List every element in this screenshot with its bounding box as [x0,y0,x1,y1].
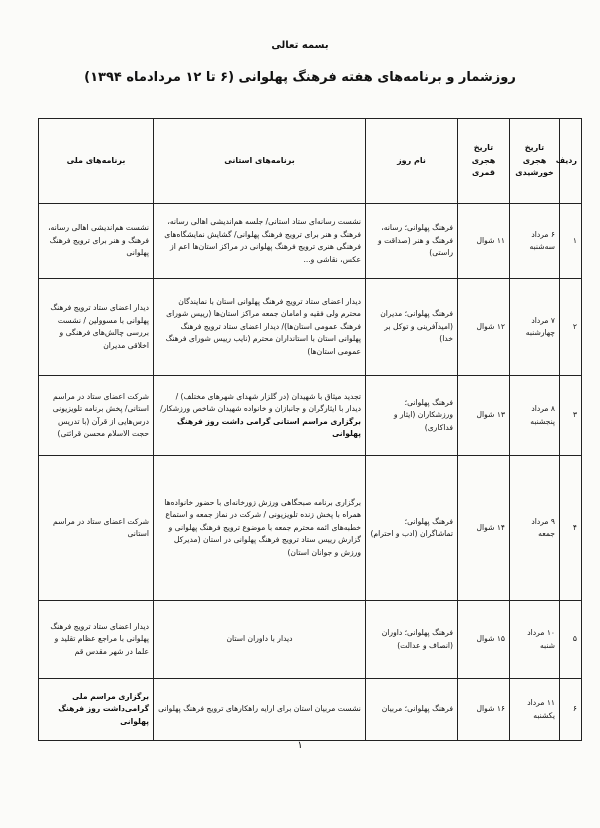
row-date [510,679,560,741]
row-provincial: دیدار اعضای ستاد ترویج فرهنگ پهلوانی استان با نمایندگان محترم ولی فقیه و امامان جمعه مراکز استان‌ها (رییس شورای فرهنگ عمومی استان‌ها)/ دیدار اعضای ستاد ترویج فرهنگ پهلوانی استان با استانداران محترم (نایب رییس شورای فرهنگ عمومی استان‌ها) [154,279,366,376]
row-provincial-text: تجدید میثاق با شهیدان (در گلزار شهدای شهرهای مختلف) / دیدار با ایثارگران و جانبازان و خانواده شهیدان شاخص ورزشکار/ [160,391,361,413]
row-provincial-bold: برگزاری مراسم استانی گرامی داشت روز فرهنگ پهلوانی [177,416,361,438]
table-row [39,204,582,279]
row-day-name: فرهنگ پهلوانی؛ تماشاگران (ادب و احترام) [366,456,458,601]
table-row [39,376,582,456]
row-date [510,279,560,376]
row-date [510,204,560,279]
row-date [510,456,560,601]
row-date-day: ۶ مرداد [531,229,555,239]
row-weekday: شنبه [539,640,555,650]
table-row [39,279,582,376]
header-national: برنامه‌های ملی [39,119,154,204]
row-national: برگزاری مراسم ملی گرامی‌داشت روز فرهنگ پهلوانی [39,679,154,741]
row-weekday: جمعه [538,529,555,538]
table-row [39,679,582,741]
table-header-row [39,119,582,204]
row-hijri: ۱۱ شوال [458,204,510,279]
schedule-table [38,118,582,741]
header-date-gregorian: تاریخ هجری خورشیدی [510,119,560,204]
row-date [510,376,560,456]
page-number: ۱ [297,740,303,751]
table-row [39,456,582,601]
row-num: ۲ [560,279,582,376]
row-hijri: ۱۲ شوال [458,279,510,376]
header-date-hijri: تاریخ هجری قمری [458,119,510,204]
row-hijri: ۱۴ شوال [458,456,510,601]
row-provincial: نشست مربیان استان برای ارایه راهکارهای ترویج فرهنگ پهلوانی [154,679,366,741]
document-title: روزشمار و برنامه‌های هفته فرهنگ پهلوانی (۶ تا ۱۲ مردادماه ۱۳۹۴) [84,70,516,85]
row-provincial [154,376,366,456]
header-provincial: برنامه‌های استانی [154,119,366,204]
row-national: نشست هم‌اندیشی اهالی رسانه، فرهنگ و هنر برای ترویج فرهنگ پهلوانی [39,204,154,279]
row-day-name: فرهنگ پهلوانی؛ ورزشکاران (ایثار و فداکاری) [366,376,458,456]
row-national: شرکت اعضای ستاد در مراسم استانی [39,456,154,601]
row-num: ۶ [560,679,582,741]
row-num: ۴ [560,456,582,601]
row-provincial: نشست رسانه‌ای ستاد استانی/ جلسه هم‌اندیشی اهالی رسانه، فرهنگ و هنر برای ترویج فرهنگ پهلوانی/ گشایش نمایشگاه‌های فرهنگی هنری ترویج فرهنگ پهلوانی در مراکز استان‌ها اعم از عکس، نقاشی و... [154,204,366,279]
row-provincial: دیدار با داوران استان [154,601,366,679]
row-num: ۱ [560,204,582,279]
row-num: ۵ [560,601,582,679]
header-day-name: نام روز [366,119,458,204]
row-day-name: فرهنگ پهلوانی؛ داوران (انصاف و عدالت) [366,601,458,679]
header-num: ردیف [560,119,582,204]
row-day-name: فرهنگ پهلوانی؛ مربیان [366,679,458,741]
row-national: دیدار اعضای ستاد ترویج فرهنگ پهلوانی با مسوولین / نشست بررسی چالش‌های فرهنگی و اخلاقی مدیران [39,279,154,376]
row-weekday: پنجشنبه [530,416,555,426]
row-date-day: ۸ مرداد [531,404,555,413]
row-weekday: یکشنبه [533,710,555,720]
row-date-day: ۷ مرداد [531,315,555,325]
row-date-day: ۹ مرداد [531,516,555,526]
row-provincial: برگزاری برنامه صبحگاهی ورزش زورخانه‌ای با حضور خانواده‌ها همراه با پخش زنده تلویزیونی / شرکت در نماز جمعه و استماع خطبه‌های ائمه محترم جمعه با موضوع ترویج فرهنگ پهلوانی و گزارش رییس ستاد ترویج فرهنگ پهلوانی در استان (مدیرکل ورزش و جوانان استان) [154,456,366,601]
table-row [39,601,582,679]
row-hijri: ۱۳ شوال [458,376,510,456]
row-national: شرکت اعضای ستاد در مراسم استانی/ پخش برنامه تلویزیونی درس‌هایی از قرآن (با تدریس حجت الاسلام محسن قرائتی) [39,376,154,456]
row-day-name: فرهنگ پهلوانی؛ مدیران (امیدآفرینی و توکل بر خدا) [366,279,458,376]
row-date-day: ۱۰ مرداد [527,628,555,637]
row-weekday: سه‌شنبه [529,242,555,251]
row-date [510,601,560,679]
row-national: دیدار اعضای ستاد ترویج فرهنگ پهلوانی با مراجع عظام تقلید و علما در شهر مقدس قم [39,601,154,679]
row-num: ۳ [560,376,582,456]
row-weekday: چهارشنبه [525,328,555,337]
row-hijri: ۱۶ شوال [458,679,510,741]
row-day-name: فرهنگ پهلوانی؛ رسانه، فرهنگ و هنر (صداقت و راستی) [366,204,458,279]
bismillah-heading: بسمه تعالی [271,40,329,51]
row-date-day: ۱۱ مرداد [527,698,555,707]
row-hijri: ۱۵ شوال [458,601,510,679]
